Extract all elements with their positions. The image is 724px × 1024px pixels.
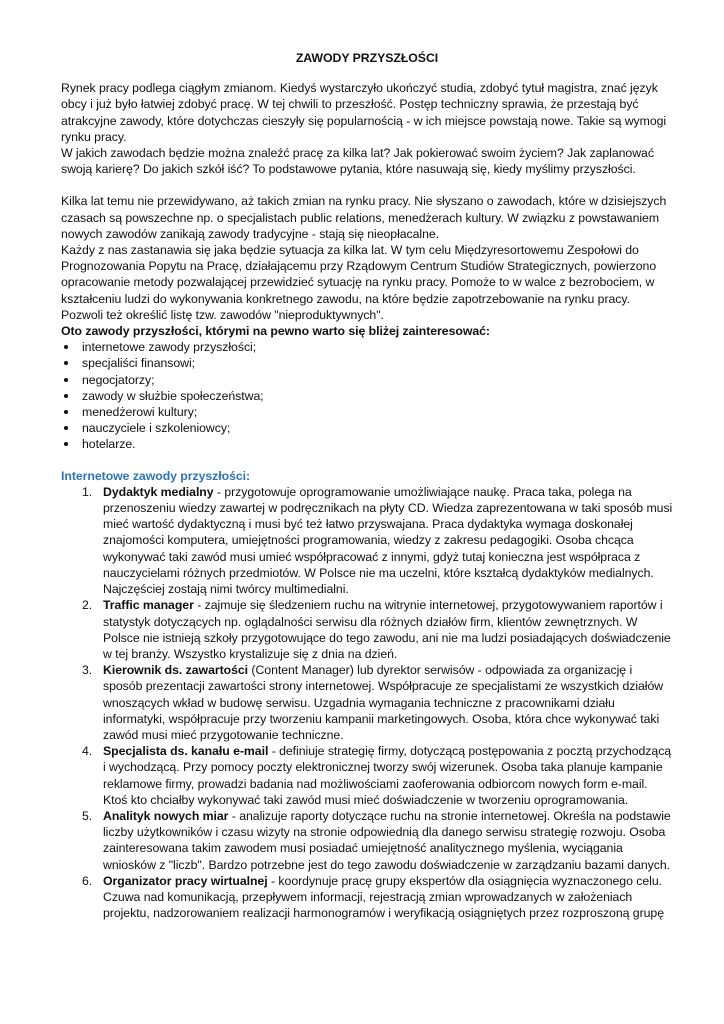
bullet-list	[61, 339, 673, 452]
item-text: - przygotowuje oprogramowanie umożliwiające naukę. Praca taka, polega na przenoszeniu wiedzy zawartej w podręcznikach na płyty CD. Wiedza zaprezentowana w taki sposób musi mieć wartość dydaktyczną i musi być też łatwo przyswajana. Praca dydaktyka wymaga doskonałej znajomości komputera, umiejętności programowania, wiedzy z zakresu pedagogiki. Osoba chcąca wykonywać taki zawód musi umieć współpracować z innymi, gdyż tutaj konieczna jest współpraca z nauczycielami różnych przedmiotów. W Polsce nie ma uczelni, które kształcą dydaktyków medialnych. Najczęściej zostają nimi twórcy multimedialni.	[103, 484, 673, 597]
paragraph-spacer	[61, 177, 673, 193]
paragraph-4: Każdy z nas zastanawia się jaka będzie sytuacja za kilka lat. W tym celu Międzyresortowemu Zespołowi do Prognozowania Popytu na Pracę, działającemu przy Rządowym Centrum Studiów Strategicznych, powierzono opracowanie metody pozwalającej przewidzieć sytuację na rynku pracy. Pomoże to w walce z bezrobociem, w kształceniu ludzi do wykonywania konkretnego zawodu, na które będzie zapotrzebowanie na rynku pracy. Pozwoli też określić listę tzw. zawodów "nieproduktywnych".	[61, 243, 657, 322]
intro-paragraph-2: W jakich zawodach będzie można znaleźć pracę za kilka lat? Jak pokierować swoim życiem? Jak zaplanować swoją karierę? Do jakich szkół iść? To podstawowe pytania, które nasuwają się, kiedy myślimy przyszłości.	[61, 146, 654, 177]
bullet-item: internetowe zawody przyszłości;	[61, 339, 673, 355]
item-text: - zajmuje się śledzeniem ruchu na witrynie internetowej, przygotowywaniem raportów i statystyk dotyczących np. oglądalności serwisu dla różnych działów firm, klientów zewnętrznych. W Polsce nie istnieją szkoły przygotowujące do tego zawodu, ani nie ma ludzi posiadających doświadczenie w tej branży. Wszystko krystalizuje się z dnia na dzień.	[103, 598, 671, 661]
item-number: 5.	[82, 808, 93, 823]
numbered-item	[61, 662, 673, 743]
item-number: 4.	[82, 744, 93, 759]
item-number: 1.	[82, 484, 93, 499]
numbered-item	[61, 873, 673, 922]
item-name: Analityk nowych miar	[103, 808, 229, 823]
numbered-item	[61, 743, 673, 808]
item-number: 3.	[82, 663, 93, 678]
item-name: Dydaktyk medialny	[103, 484, 214, 499]
numbered-list	[61, 484, 673, 921]
numbered-item	[61, 484, 673, 597]
numbered-item	[61, 597, 673, 662]
item-name: Organizator pracy wirtualnej	[103, 873, 268, 888]
paragraph-3: Kilka lat temu nie przewidywano, aż takich zmian na rynku pracy. Nie słyszano o zawodach, które w dzisiejszych czasach są powszechne np. o specjalistach public relations, menedżerach kultury. W związku z powstawaniem nowych zawodów zanikają zawody tradycyjne - stają się nieopłacalne.	[61, 194, 667, 241]
item-name: Specjalista ds. kanału e-mail	[103, 744, 269, 759]
item-text: - koordynuje pracę grupy ekspertów dla osiągnięcia wyznaczonego celu. Czuwa nad komunikacją, przepływem informacji, rejestracją zmian wprowadzanych w założeniach projektu, nadzorowaniem realizacji harmonogramów i weryfikacją osiągniętych przez rozproszoną grupę	[103, 873, 664, 921]
bullet-item: hotelarze.	[61, 436, 673, 452]
bullet-item: menedżerowi kultury;	[61, 404, 673, 420]
item-name: Kierownik ds. zawartości	[103, 663, 249, 678]
numbered-item	[61, 808, 673, 873]
item-number: 2.	[82, 598, 93, 613]
intro-paragraph-1: Rynek pracy podlega ciągłym zmianom. Kiedyś wystarczyło ukończyć studia, zdobyć tytuł magistra, znać język obcy i już było łatwiej zdobyć pracę. W tej chwili to przeszłość. Postęp techniczny sprawia, że przestają być atrakcyjne zawody, które dotychczas cieszyły się popularnością - w ich miejsce powstają nowe. Takie są wymogi rynku pracy.	[61, 81, 667, 144]
page-title: ZAWODY PRZYSZŁOŚCI	[295, 51, 439, 65]
item-text: - analizuje raporty dotyczące ruchu na stronie internetowej. Określa na podstawie liczby użytkowników i czasu wizyty na stronie odpowiednią dla danego serwisu strategię rozwoju. Osoba zainteresowana takim zawodem musi posiadać umiejętność analitycznego myślenia, wyciągania wniosków z "liczb". Bardzo potrzebne jest do tego zawodu doświadczenie w zarządzaniu bazami danych.	[103, 808, 671, 872]
item-text: (Content Manager) lub dyrektor serwisów - odpowiada za organizację i sposób prezentacji zawartości strony internetowej. Współpracuje ze specjalistami ze wszystkich działów wnoszących wkład w budowę serwisu. Uzgadnia wymagania techniczne z pracownikami działu informatyki, współpracuje przy tworzeniu kampanii marketingowych. Osoba, która chce wykonywać taki zawód musi mieć przygotowanie techniczne.	[103, 663, 664, 742]
bullet-item: negocjatorzy;	[61, 372, 673, 388]
bullet-item: zawody w służbie społeczeństwa;	[61, 388, 673, 404]
bold-question: Oto zawody przyszłości, którymi na pewno warto się bliżej zainteresować:	[61, 324, 490, 339]
bullet-item: nauczyciele i szkoleniowcy;	[61, 420, 673, 436]
item-number: 6.	[82, 873, 93, 888]
document-body	[61, 50, 673, 921]
item-name: Traffic manager	[103, 598, 194, 613]
item-text: - definiuje strategię firmy, dotyczącą postępowania z pocztą przychodzącą i wychodzącą. Przy pomocy poczty elektronicznej tworzy swój wizerunek. Osoba taka planuje kampanie reklamowe firmy, prowadzi badania nad możliwościami zaoferowania odbiorcom nowych form e-mail. Ktoś kto chciałby wykonywać taki zawód musi mieć doświadczenie w tworzeniu oprogramowania.	[103, 744, 672, 807]
section-heading: Internetowe zawody przyszłości:	[61, 468, 251, 483]
bullet-item: specjaliści finansowi;	[61, 355, 673, 371]
